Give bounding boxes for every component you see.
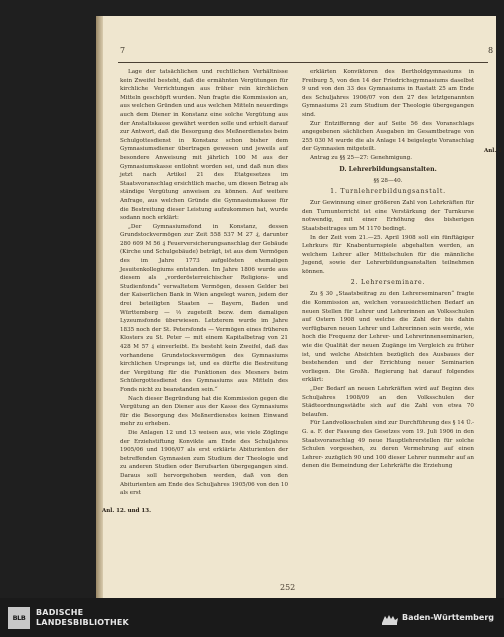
- paragraph-range: §§ 28—40.: [373, 177, 403, 184]
- left-paragraph: „Der Gymnasiumsfond in Konstanz, dessen Grundstockvermögen zur Zeit 558 537 M 27 ₰, darunter 280 609 M 56 ₰ Feuerversicherungsanschlag der Gebäude (Kirche und Schulgebäude) beträgt, ist aus dem Vermögen des im Jahre 1773 aufgelösten ehemaligen Jesuitenkollegiums entstanden. Im Jahre 1806 wurde aus diesem als „vorderösterreichischer Religions- und Studienfonds“ verwaltetem Vermögen, dessen Gelder bei der Kaiserlichen Bank in Wien angelegt waren, jedem der drei beteiligten Staaten — Bayern, Baden und Württemberg — ⅓ zugeteilt bezw. dem damaligen Lyzeumsfonde überwiesen. Letzterem wurde im Jahre 1835 noch der St. Petersfonds — Vermögen eines früheren Klosters zu St. Peter — mit einem Kapitalbetrag von 21 428 M 57 ₰ einverleibt. Es besteht kein Zweifel, daß das vorhandene Grundstocksvermögen des Gymnasiums kirchlichen Ursprungs ist, und es dürfte die Bestreitung der Vergütung für die Funktionen des Mesners beim Schülergottesdienst des Gymnasiums aus Mitteln des Fonds nicht zu beanstanden sein.“: [120, 223, 288, 393]
- header-rule: [118, 62, 488, 63]
- state-name[interactable]: Baden-Württemberg: [402, 613, 495, 622]
- right-paragraph: erklärten Konviktoren des Bertholdgymnasiums in Freiburg 5, von den 14 der Friedrichsgymnasiums daselbst 9 und von den 33 des Gymnasiums in Rastatt 25 am Ende des Schuljahres 1906/07 von den 27 des letztgenannten Gymnasiums 21 zum Studium der Theologie übergegangen sind.: [302, 69, 474, 118]
- margin-note-left: Anl. 12. und 13.: [102, 508, 151, 514]
- library-name-line1: BADISCHE: [36, 608, 84, 617]
- margin-note-right: Anl. 1: [484, 148, 503, 154]
- page-number-right: 8: [488, 46, 494, 55]
- right-paragraph: In der Zeit vom 21.—25. April 1908 soll ein fünftägiger Lehrkurs für Knabenturnspiele abgehalten werden, an welchem Lehrer aller Mittelschulen für die männliche Jugend, sowie der Lehrerbildungsanstalten teilnehmen können.: [302, 234, 474, 275]
- right-paragraph: Antrag zu §§ 25—27: Genehmigung.: [310, 154, 412, 161]
- document-page: [96, 16, 496, 598]
- page-footer-number: 252: [280, 583, 296, 592]
- library-name-line2: LANDESBIBLIOTHEK: [36, 618, 129, 627]
- page-number-left: 7: [120, 46, 126, 55]
- right-paragraph: Zur Gewinnung einer größeren Zahl von Lehrkräften für den Turnunterricht ist eine Verstärkung der Turnkurse notwendig, mit einer Erhöhung des bisherigen Staatsbeitrages um M 1170 bedingt.: [302, 200, 474, 232]
- blb-logo-icon[interactable]: BLB: [8, 607, 30, 629]
- left-paragraph: Nach dieser Begründung hat die Kommission gegen die Vergütung an den Diener aus der Kasse des Gymnasiums für die Besorgung des Meßnerdienstes keinen Einwand mehr zu erheben.: [120, 395, 288, 428]
- left-paragraph: Lage der tatsächlichen und rechtlichen Verhältnisse kein Zweifel besteht, daß die ermähnten Vergütungen für kirchliche Verrichtungen aus früher rein kirchlichen Mitteln geschöpft wurden. Nun fragte die Kommission an, aus welchen Gründen und aus welchen Mitteln neuerdings auch dem Diener in Konstanz eine solche Vergütung aus der Anstaltskasse gewährt werden solle und erhielt darauf zur Antwort, daß die Besorgung des Meßnerdienstes beim Schulgottesdienst in Konstanz schon bisher dem Gymnasiumsdiener übertragen gewesen und jeweils auf besondere Anweisung mit jährlich 100 M aus der Gymnasiumskasse entlohnt worden sei, und daß nun dies jetzt nach Artikel 21 des Etatgesetzes im Staatsvoranschlag ersichtlich mache, um diesen Betrag als ständige Vergütung anweisen zu können. Auf weitere Anfrage, aus welchen Gründe die Gymnasiumskasse für die Bestreitung dieser Leistung aufzukommen hat, wurde sodann noch erklärt:: [120, 69, 289, 222]
- subsection-heading: 2. Lehrerseminare.: [350, 279, 426, 287]
- subsection-heading: 1. Turnlehrerbildungsanstalt.: [330, 188, 446, 196]
- library-name[interactable]: [36, 608, 129, 628]
- right-text-column: [302, 68, 474, 471]
- right-paragraph: Für Landvolksschulen sind zur Durchführung des § 14 Ü.-G. a. F. der Fassung des Gesetzes vom 19. Juli 1906 in den Staatsvoranschlag 49 neue Hauptlehrerstellen für solche Schulen vorgesehen, zu deren Vermehrung auf einen Lehrer- zuzüglich 90 und 100 dieser Lehrer nunmehr auf an denen die Bemeindung der Lehrkräfte die Erziehung: [302, 420, 474, 470]
- left-paragraph: Die Anlagen 12 und 13 weisen aus, wie viele Zöglinge der Erziehstiftung Konvikte am Ende des Schuljahres 1905/06 und 1906/07 als erst erklärte Abiturienten der betreffenden Gymnasien zum Studium der Theologie und zu anderen Studien oder Berufsarten übergegangen sind. Daraus soll hervorgehoben werden, daß von den Abiturienten am Ende des Schuljahres 1905/06 von den 10 als erst: [120, 429, 288, 497]
- section-heading: D. Lehrerbildungsanstalten.: [339, 165, 437, 173]
- right-paragraph: „Der Bedarf an neuen Lehrkräften wird auf Beginn des Schuljahres 1908/09 an den Volksschulen der Städteordnungsstädte sich auf die Zahl von etwa 70 belaufen.: [302, 386, 474, 418]
- right-paragraph: Zu § 30 „Staatsbeitrag zu den Lehrerseminaren“ fragte die Kommission an, welchen voraussichtlichen Bedarf an neuen Stellen für Lehrer und Lehrerinnen an Volksschulen auf Ostern 1908 und welche die Zahl der bis dahin verfügbaren neuen Lehrer und Lehrerinnen sein werde, wie hoch die Frequenz der Lehrer- und Lehrerinnenseminarien, wie die Qualität der neuen Zugänge im Vergleich zu früher ist, und welche Absichten bezüglich des Ausbaues der bestehenden und der Errichtung neuer Seminarien vorliegen. Die Großh. Regierung hat darauf folgendes erklärt:: [302, 291, 474, 384]
- right-paragraph: Zur Entziffernng der auf Seite 56 des Voranschlags angegebenen sächlichen Ausgaben im Gesamtbetrage von 255 030 M wurde die als Anlage 14 beigelegte Voranschlag der Gymnasien mitgeteilt.: [302, 120, 474, 153]
- left-text-column: [120, 68, 288, 498]
- baden-wuerttemberg-lion-icon[interactable]: [380, 612, 400, 626]
